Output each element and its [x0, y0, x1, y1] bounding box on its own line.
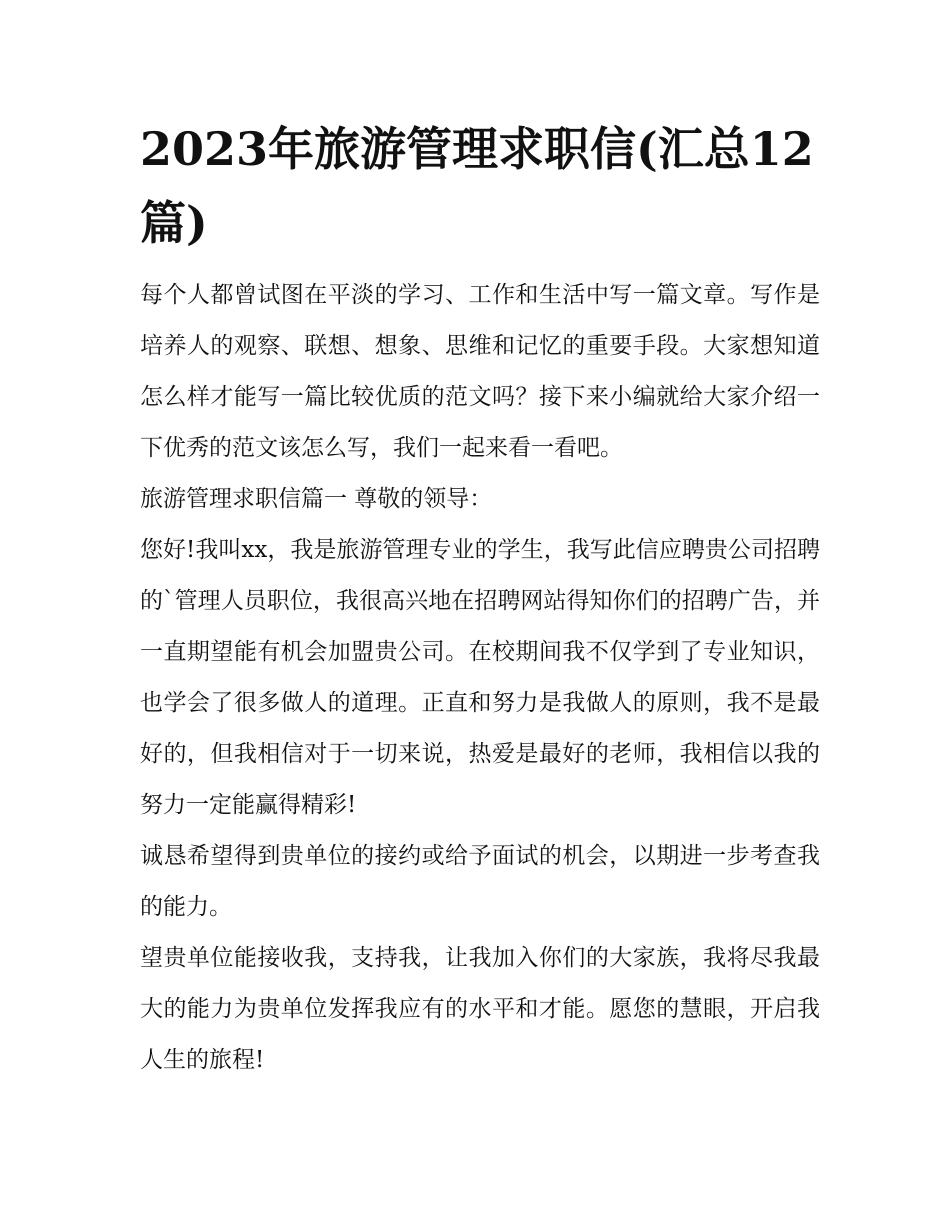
paragraph-salutation: 旅游管理求职信篇一 尊敬的领导：: [140, 486, 493, 512]
paragraph-interview-request: 诚恳希望得到贵单位的接约或给予面试的机会，以期进一步考查我的能力。: [140, 843, 820, 920]
paragraph-self-introduction: 您好!我叫xx，我是旅游管理专业的学生，我写此信应聘贵公司招聘的`管理人员职位，我很高兴地在招聘网站得知你们的招聘广告，并一直期望能有机会加盟贵公司。在校期间我不仅学到了专业知识，也学会了很多做人的道理。正直和努力是我做人的原则，我不是最好的，但我相信对于一切来说，热爱是最好的老师，我相信以我的努力一定能赢得精彩!: [140, 537, 820, 818]
paragraph-closing: 望贵单位能接收我，支持我，让我加入你们的大家族，我将尽我最大的能力为贵单位发挥我应有的水平和才能。愿您的慧眼，开启我人生的旅程!: [140, 945, 820, 1073]
document-title: 2023年旅游管理求职信(汇总12篇): [140, 122, 814, 250]
document-body: [140, 270, 820, 1086]
document-page: [140, 112, 820, 1086]
paragraph-intro: 每个人都曾试图在平淡的学习、工作和生活中写一篇文章。写作是培养人的观察、联想、想象、思维和记忆的重要手段。大家想知道怎么样才能写一篇比较优质的范文吗？接下来小编就给大家介绍一下优秀的范文该怎么写，我们一起来看一看吧。: [140, 282, 820, 461]
